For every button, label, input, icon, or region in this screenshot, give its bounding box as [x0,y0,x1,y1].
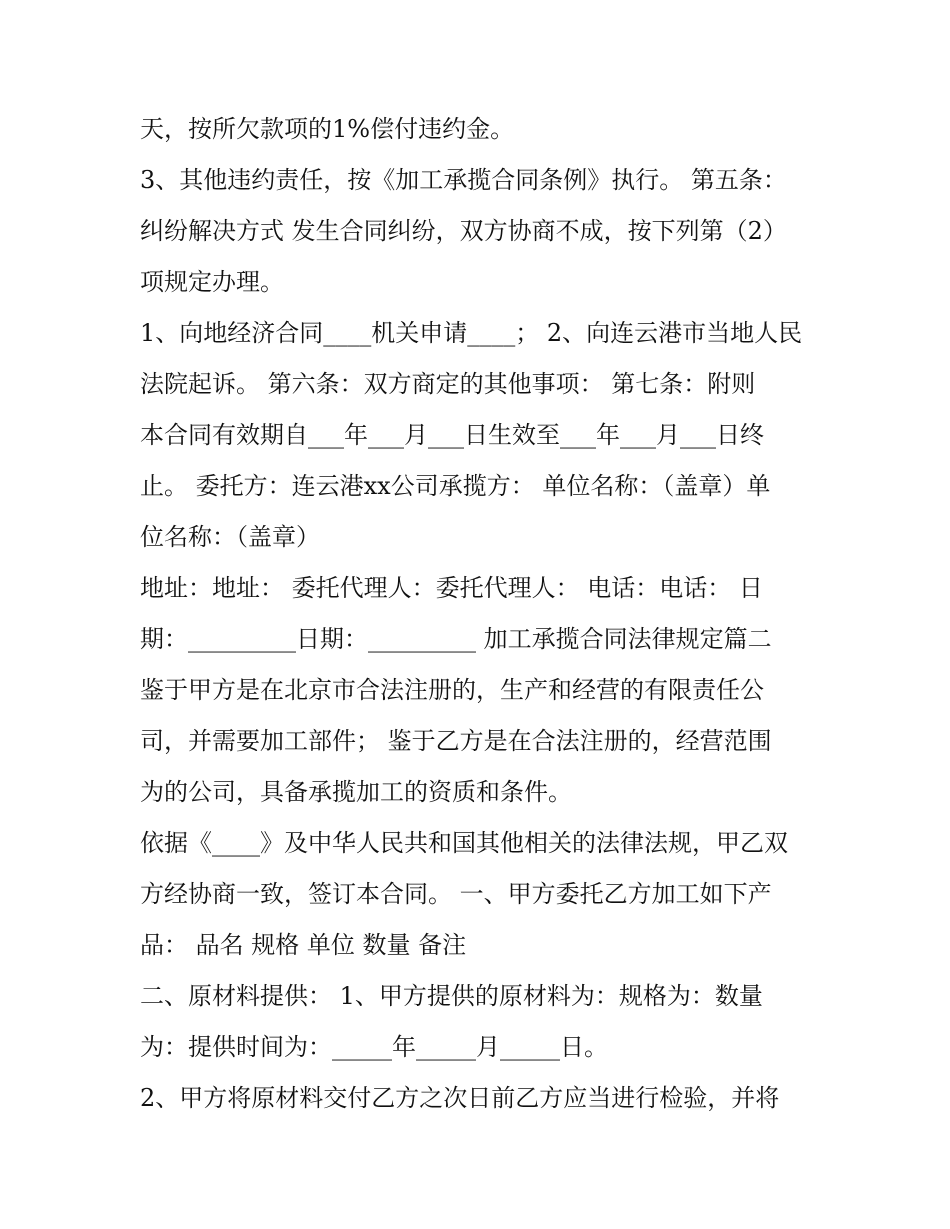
text-line-16: 方经协商一致，签订本合同。 一、甲方委托乙方加工如下产 [140,880,772,908]
text-line-3: 纠纷解决方式 发生合同纠纷，双方协商不成，按下列第（2） [140,217,787,245]
text-line-10: 地址：地址： 委托代理人：委托代理人： 电话：电话： 日 [140,574,763,602]
text-line-11: 期：_________日期：_________ 加工承揽合同法律规定篇二 [140,625,772,653]
text-line-4: 项规定办理。 [140,268,284,296]
text-line-14: 为的公司，具备承揽加工的资质和条件。 [140,778,572,806]
text-line-9: 位名称：（盖章） [140,523,320,551]
text-line-12: 鉴于甲方是在北京市合法注册的，生产和经营的有限责任公 [140,676,764,704]
text-line-8: 止。 委托方：连云港xx公司承揽方： 单位名称：（盖章）单 [140,472,771,500]
text-line-18: 二、原材料提供： 1、甲方提供的原材料为：规格为：数量 [140,982,763,1010]
text-line-13: 司，并需要加工部件； 鉴于乙方是在合法注册的，经营范围 [140,727,772,755]
document-body [140,109,820,1129]
text-line-19: 为：提供时间为：_____年_____月_____日。 [140,1033,608,1061]
text-line-5: 1、向地经济合同____机关申请____； 2、向连云港市当地人民 [140,319,803,347]
text-line-7: 本合同有效期自___年___月___日生效至___年___月___日终 [140,421,764,449]
text-line-2: 3、其他违约责任，按《加工承揽合同条例》执行。 第五条： [140,166,787,194]
text-line-17: 品： 品名 规格 单位 数量 备注 [140,931,467,959]
text-line-6: 法院起诉。 第六条：双方商定的其他事项： 第七条：附则 [140,370,756,398]
text-line-20: 2、甲方将原材料交付乙方之次日前乙方应当进行检验，并将 [140,1084,780,1112]
text-line-15: 依据《____》及中华人民共和国其他相关的法律法规，甲乙双 [140,829,788,857]
text-line-1: 天，按所欠款项的1%偿付违约金。 [140,115,515,143]
